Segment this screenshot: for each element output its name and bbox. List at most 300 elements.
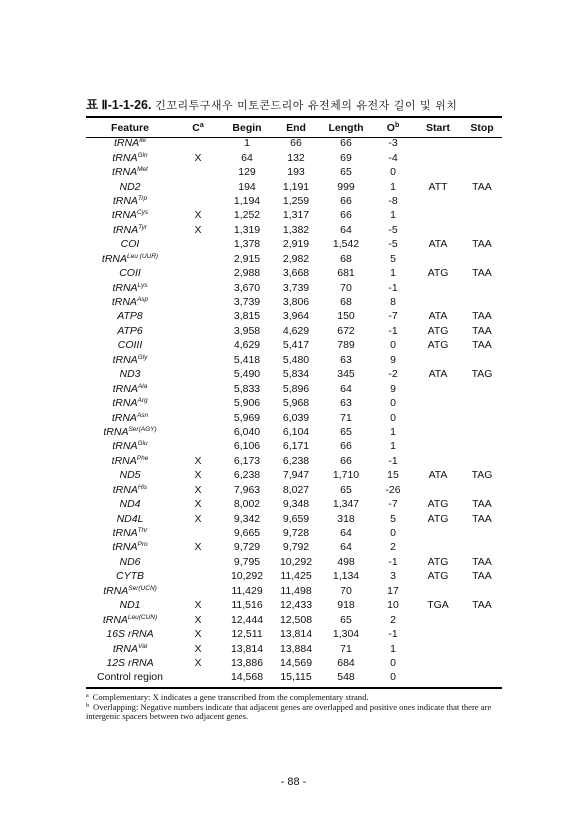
cell-start — [414, 396, 462, 410]
cell-c — [174, 584, 222, 598]
cell-length: 1,710 — [332, 469, 360, 482]
cell-feature: tRNA$^{Leu (UUR)}$ — [101, 252, 159, 265]
cell-begin: 2,988 — [233, 267, 261, 280]
table-title: 긴꼬리투구새우 미토콘드리아 유전체의 유전자 길이 및 위치 — [155, 99, 458, 112]
table-row — [86, 569, 502, 583]
cell-o: -5 — [388, 223, 398, 236]
cell-begin: 1,194 — [233, 194, 261, 207]
table-row — [86, 396, 502, 410]
cell-o: 10 — [387, 599, 399, 612]
cell-end: 6,171 — [282, 440, 310, 453]
page-number: - 88 - — [280, 776, 307, 788]
cell-stop — [462, 396, 502, 410]
cell-c — [174, 295, 222, 309]
cell-feature: tRNA$^{Arg}$ — [112, 397, 148, 410]
cell-o: -1 — [388, 555, 398, 568]
cell-end: 2,919 — [282, 238, 310, 251]
cell-feature: tRNA$^{Ser(UCN)}$ — [103, 584, 157, 597]
cell-feature: tRNA$^{Leu(CUN)}$ — [102, 613, 158, 626]
cell-o: 2 — [390, 541, 396, 554]
cell-feature: ND6 — [119, 555, 141, 568]
cell-stop — [462, 223, 502, 237]
cell-c — [174, 179, 222, 193]
cell-c: X — [194, 454, 202, 467]
cell-end: 13,814 — [279, 628, 313, 641]
table-row — [86, 367, 502, 381]
cell-end: 1,317 — [282, 209, 310, 222]
cell-c — [174, 396, 222, 410]
top-rule — [86, 116, 502, 118]
cell-stop — [462, 526, 502, 540]
cell-begin: 9,342 — [233, 512, 261, 525]
cell-feature: CYTB — [115, 570, 144, 583]
cell-c — [174, 410, 222, 424]
cell-end: 2,982 — [282, 252, 310, 265]
cell-feature: COIII — [117, 339, 143, 352]
cell-c — [174, 381, 222, 395]
bottom-rule — [86, 687, 502, 689]
cell-stop — [462, 150, 502, 164]
cell-start — [414, 454, 462, 468]
cell-end: 193 — [287, 166, 305, 179]
cell-stop — [462, 612, 502, 626]
cell-begin: 10,292 — [230, 570, 264, 583]
table-row — [86, 136, 502, 150]
table-row — [86, 425, 502, 439]
table-row — [86, 468, 502, 482]
cell-o: 17 — [387, 584, 399, 597]
cell-end: 12,433 — [279, 599, 313, 612]
cell-end: 9,792 — [282, 541, 310, 554]
cell-c — [174, 165, 222, 179]
cell-c — [174, 670, 222, 684]
cell-stop: TAA — [472, 570, 492, 583]
cell-stop: TAG — [471, 368, 493, 381]
cell-length: 63 — [340, 397, 352, 410]
cell-c: X — [194, 483, 202, 496]
cell-begin: 4,629 — [233, 339, 261, 352]
cell-begin: 12,511 — [231, 628, 263, 641]
header-stop: Stop — [470, 121, 494, 134]
cell-stop — [462, 641, 502, 655]
cell-start — [414, 540, 462, 554]
header-begin: Begin — [232, 121, 262, 134]
cell-begin: 9,729 — [233, 541, 261, 554]
cell-begin: 129 — [238, 166, 256, 179]
cell-o: 0 — [390, 166, 396, 179]
cell-start — [414, 483, 462, 497]
cell-begin: 1,319 — [233, 223, 261, 236]
cell-length: 64 — [340, 382, 352, 395]
cell-length: 66 — [340, 137, 352, 150]
table-row — [86, 670, 502, 684]
cell-length: 918 — [337, 599, 355, 612]
cell-o: 0 — [390, 527, 396, 540]
cell-length: 69 — [340, 151, 352, 164]
cell-start: ATA — [428, 310, 448, 323]
cell-c: X — [194, 209, 202, 222]
cell-start: ATT — [428, 180, 448, 193]
cell-feature: ND5 — [119, 469, 141, 482]
table-row — [86, 266, 502, 280]
cell-begin: 1,252 — [233, 209, 261, 222]
cell-feature: ND1 — [119, 599, 141, 612]
cell-c: X — [194, 512, 202, 525]
cell-o: -1 — [388, 454, 398, 467]
cell-length: 150 — [337, 310, 355, 323]
header-overlap: $O^b$ — [386, 121, 400, 134]
table-row — [86, 338, 502, 352]
cell-begin: 13,814 — [230, 642, 264, 655]
cell-end: 11,425 — [280, 570, 312, 583]
cell-begin: 64 — [241, 151, 253, 164]
cell-begin: 2,915 — [233, 252, 261, 265]
cell-length: 318 — [337, 512, 355, 525]
cell-c: X — [194, 541, 202, 554]
cell-start: ATG — [427, 267, 449, 280]
table-caption — [86, 95, 457, 113]
table-row — [86, 223, 502, 237]
cell-end: 15,115 — [280, 671, 312, 684]
cell-end: 6,039 — [282, 411, 310, 424]
cell-o: -1 — [388, 281, 398, 294]
cell-length: 65 — [340, 483, 352, 496]
cell-stop — [462, 165, 502, 179]
cell-end: 9,348 — [282, 498, 310, 511]
cell-end: 9,728 — [282, 527, 310, 540]
cell-c: X — [194, 656, 202, 669]
footnote-b: $^b$ Overlapping: Negative numbers indicate that adjacent genes are overlapped and positive ones indicate that there are intergenic spacers between two adjacent genes. — [86, 701, 492, 721]
cell-begin: 5,833 — [233, 382, 261, 395]
cell-end: 132 — [287, 151, 305, 164]
cell-feature: COI — [120, 238, 140, 251]
cell-start: ATA — [428, 238, 448, 251]
cell-start — [414, 165, 462, 179]
cell-begin: 11,429 — [231, 584, 263, 597]
cell-stop — [462, 540, 502, 554]
cell-c — [174, 367, 222, 381]
cell-start — [414, 194, 462, 208]
cell-stop — [462, 439, 502, 453]
cell-o: 15 — [387, 469, 399, 482]
cell-feature: tRNA$^{Trp}$ — [112, 194, 148, 207]
cell-end: 8,027 — [282, 483, 310, 496]
cell-stop: TAA — [472, 339, 492, 352]
header-row — [86, 119, 502, 136]
cell-o: -1 — [388, 628, 398, 641]
cell-start — [414, 150, 462, 164]
gene-table — [86, 119, 502, 685]
cell-end: 4,629 — [282, 324, 310, 337]
header-feature: Feature — [111, 121, 149, 134]
cell-begin: 7,963 — [233, 483, 261, 496]
cell-c — [174, 309, 222, 323]
table-row — [86, 165, 502, 179]
cell-end: 5,417 — [282, 339, 310, 352]
cell-length: 999 — [337, 180, 355, 193]
cell-c — [174, 555, 222, 569]
cell-length: 684 — [337, 656, 355, 669]
cell-c — [174, 425, 222, 439]
cell-begin: 1,378 — [233, 238, 261, 251]
cell-length: 65 — [340, 425, 352, 438]
cell-begin: 5,969 — [233, 411, 261, 424]
cell-stop — [462, 410, 502, 424]
table-row — [86, 483, 502, 497]
cell-start — [414, 280, 462, 294]
cell-stop: TAA — [472, 599, 492, 612]
cell-length: 1,304 — [332, 628, 360, 641]
cell-end: 1,382 — [282, 223, 310, 236]
cell-begin: 5,906 — [233, 397, 261, 410]
cell-c — [174, 338, 222, 352]
cell-start: ATG — [427, 324, 449, 337]
cell-end: 13,884 — [279, 642, 313, 655]
cell-start — [414, 584, 462, 598]
table-row — [86, 641, 502, 655]
cell-start: ATA — [428, 368, 448, 381]
cell-start — [414, 208, 462, 222]
cell-start — [414, 612, 462, 626]
table-row — [86, 324, 502, 338]
cell-o: -5 — [388, 238, 398, 251]
cell-length: 345 — [337, 368, 355, 381]
cell-begin: 194 — [238, 180, 256, 193]
table-row — [86, 353, 502, 367]
cell-feature: ND3 — [119, 368, 141, 381]
cell-begin: 8,002 — [233, 498, 261, 511]
cell-start — [414, 425, 462, 439]
cell-feature: tRNA$^{Pro}$ — [112, 541, 148, 554]
cell-o: 9 — [390, 353, 396, 366]
cell-begin: 5,418 — [233, 353, 261, 366]
cell-stop — [462, 252, 502, 266]
table-row — [86, 208, 502, 222]
cell-feature: ND2 — [119, 180, 141, 193]
cell-c — [174, 526, 222, 540]
table-row — [86, 252, 502, 266]
cell-length: 789 — [337, 339, 355, 352]
cell-end: 5,480 — [282, 353, 310, 366]
cell-end: 12,508 — [279, 613, 313, 626]
cell-start — [414, 353, 462, 367]
cell-stop — [462, 425, 502, 439]
cell-stop — [462, 584, 502, 598]
cell-o: 9 — [390, 382, 396, 395]
table-row — [86, 150, 502, 164]
table-row — [86, 598, 502, 612]
cell-stop: TAA — [472, 238, 492, 251]
cell-stop — [462, 194, 502, 208]
cell-feature: ATP6 — [117, 324, 143, 337]
cell-begin: 13,886 — [230, 656, 264, 669]
cell-o: -3 — [388, 137, 398, 150]
cell-o: 1 — [390, 209, 396, 222]
table-row — [86, 612, 502, 626]
cell-c: X — [194, 628, 202, 641]
cell-c: X — [194, 151, 202, 164]
cell-feature: tRNA$^{Cys}$ — [111, 209, 149, 222]
table-row — [86, 454, 502, 468]
cell-begin: 3,670 — [233, 281, 261, 294]
table-row — [86, 540, 502, 554]
cell-feature: tRNA$^{Ala}$ — [112, 382, 148, 395]
cell-start — [414, 439, 462, 453]
table-body — [86, 136, 502, 685]
cell-o: 0 — [390, 671, 396, 684]
cell-begin: 1 — [244, 137, 250, 150]
cell-o: 1 — [390, 642, 396, 655]
cell-length: 498 — [337, 555, 355, 568]
cell-stop: TAA — [472, 498, 492, 511]
cell-end: 14,569 — [279, 656, 313, 669]
cell-feature: 16S rRNA — [106, 628, 154, 641]
cell-feature: tRNA$^{Tyr}$ — [113, 223, 147, 236]
cell-begin: 3,739 — [233, 296, 261, 309]
table-row — [86, 627, 502, 641]
cell-end: 9,659 — [282, 512, 310, 525]
cell-c — [174, 194, 222, 208]
cell-feature: 12S rRNA — [106, 656, 154, 669]
cell-start: ATG — [427, 570, 449, 583]
cell-feature: ATP8 — [117, 310, 143, 323]
footnote-a: $^a$ Complementary: X indicates a gene transcribed from the complementary strand. — [86, 692, 369, 702]
table-row — [86, 497, 502, 511]
cell-start: ATG — [427, 498, 449, 511]
table-row — [86, 295, 502, 309]
table-row — [86, 179, 502, 193]
cell-length: 1,134 — [332, 570, 360, 583]
cell-end: 3,668 — [282, 267, 310, 280]
cell-stop — [462, 280, 502, 294]
table-row — [86, 656, 502, 670]
cell-length: 64 — [340, 541, 352, 554]
header-length: Length — [328, 121, 364, 134]
cell-o: 0 — [390, 339, 396, 352]
cell-feature: tRNA$^{His}$ — [112, 483, 148, 496]
cell-feature: tRNA$^{Glu}$ — [112, 440, 148, 453]
cell-stop — [462, 136, 502, 150]
cell-start — [414, 223, 462, 237]
cell-c — [174, 136, 222, 150]
cell-length: 64 — [340, 527, 352, 540]
cell-o: 3 — [390, 570, 396, 583]
cell-feature: tRNA$^{Phe}$ — [111, 454, 149, 467]
cell-o: 8 — [390, 296, 396, 309]
cell-length: 65 — [340, 613, 352, 626]
cell-begin: 6,106 — [233, 440, 261, 453]
cell-c — [174, 266, 222, 280]
cell-end: 1,191 — [282, 180, 310, 193]
cell-length: 66 — [340, 440, 352, 453]
cell-end: 66 — [290, 137, 302, 150]
cell-c: X — [194, 469, 202, 482]
cell-feature: ND4L — [116, 512, 144, 525]
cell-feature: tRNA$^{Asn}$ — [111, 411, 149, 424]
cell-o: -1 — [388, 324, 398, 337]
table-row — [86, 511, 502, 525]
table-row — [86, 280, 502, 294]
table-row — [86, 439, 502, 453]
cell-length: 66 — [340, 454, 352, 467]
footnotes — [86, 693, 506, 722]
cell-start — [414, 670, 462, 684]
cell-stop — [462, 295, 502, 309]
cell-length: 1,347 — [332, 498, 360, 511]
cell-o: 5 — [390, 252, 396, 265]
cell-feature: tRNA$^{Val}$ — [112, 642, 148, 655]
cell-start — [414, 410, 462, 424]
cell-c — [174, 280, 222, 294]
cell-o: 0 — [390, 656, 396, 669]
table-row — [86, 309, 502, 323]
cell-start — [414, 627, 462, 641]
table-row — [86, 584, 502, 598]
cell-stop — [462, 381, 502, 395]
table-row — [86, 237, 502, 251]
cell-length: 548 — [337, 671, 355, 684]
cell-o: -7 — [388, 310, 398, 323]
cell-end: 3,806 — [282, 296, 310, 309]
cell-stop — [462, 454, 502, 468]
cell-feature: tRNA$^{Lys}$ — [112, 281, 148, 294]
cell-end: 5,896 — [282, 382, 310, 395]
cell-start: ATG — [427, 339, 449, 352]
cell-length: 681 — [337, 267, 355, 280]
table-number: 표 Ⅱ-1-1-26. — [86, 98, 152, 112]
cell-stop: TAA — [472, 180, 492, 193]
table-row — [86, 194, 502, 208]
cell-feature: COII — [119, 267, 141, 280]
cell-o: 1 — [390, 267, 396, 280]
cell-feature: tRNA$^{Gln}$ — [112, 151, 148, 164]
cell-o: -7 — [388, 498, 398, 511]
cell-begin: 12,444 — [230, 613, 264, 626]
cell-o: -8 — [388, 194, 398, 207]
cell-stop: TAA — [472, 267, 492, 280]
cell-begin: 14,568 — [230, 671, 264, 684]
cell-end: 6,238 — [282, 454, 310, 467]
cell-length: 64 — [340, 223, 352, 236]
cell-start: TGA — [427, 599, 449, 612]
cell-end: 5,968 — [282, 397, 310, 410]
cell-start: ATA — [428, 469, 448, 482]
cell-c: X — [194, 642, 202, 655]
cell-length: 63 — [340, 353, 352, 366]
cell-begin: 6,040 — [233, 425, 261, 438]
cell-end: 1,259 — [282, 194, 310, 207]
table-row — [86, 555, 502, 569]
cell-begin: 9,795 — [233, 555, 261, 568]
cell-begin: 3,958 — [233, 324, 261, 337]
cell-o: 5 — [390, 512, 396, 525]
cell-o: -26 — [385, 483, 401, 496]
cell-end: 10,292 — [279, 555, 313, 568]
cell-end: 6,104 — [282, 425, 310, 438]
cell-begin: 5,490 — [233, 368, 261, 381]
cell-stop — [462, 627, 502, 641]
cell-end: 5,834 — [282, 368, 310, 381]
table-row — [86, 526, 502, 540]
cell-start — [414, 641, 462, 655]
header-complementary: $C^a$ — [192, 121, 204, 134]
cell-stop — [462, 656, 502, 670]
cell-c: X — [194, 613, 202, 626]
cell-stop: TAA — [472, 512, 492, 525]
cell-start — [414, 136, 462, 150]
cell-stop — [462, 670, 502, 684]
cell-end: 3,739 — [282, 281, 310, 294]
